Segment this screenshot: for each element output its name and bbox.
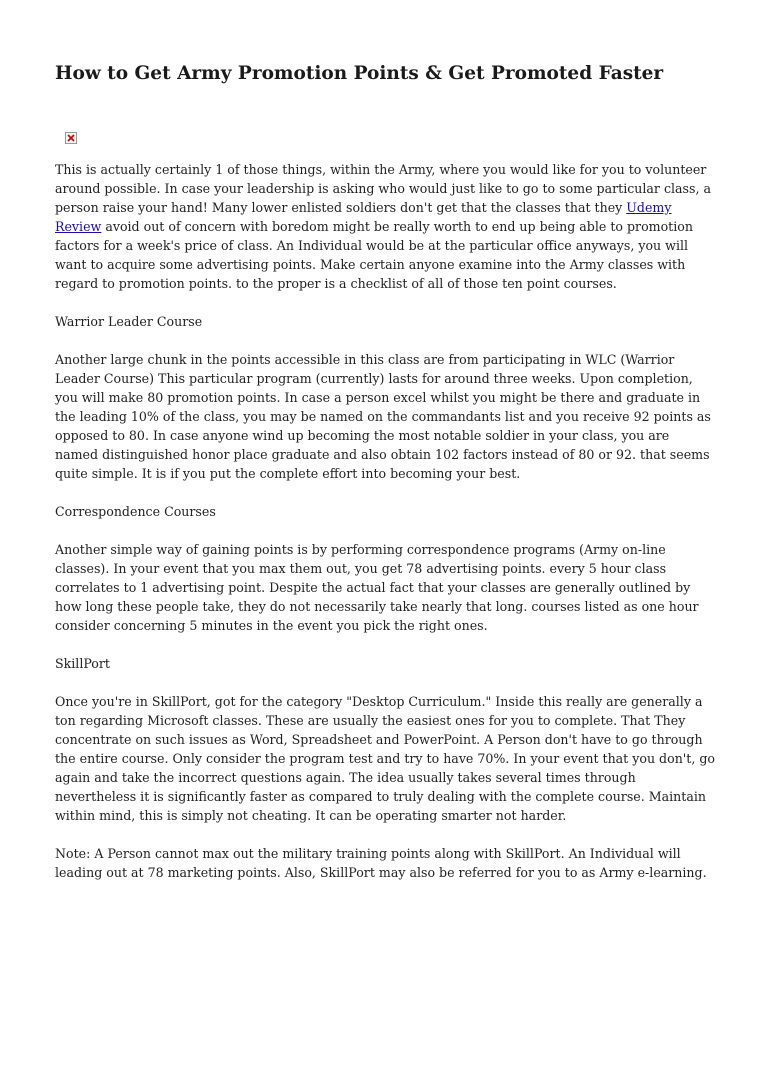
- section-heading-correspondence-courses: Correspondence Courses: [55, 504, 216, 519]
- section-heading-warrior-leader-course: Warrior Leader Course: [55, 314, 203, 329]
- section-body-correspondence-courses: Another simple way of gaining points is by performing correspondence programs (Army on-line classes). In your event that you max them out, you get 78 advertising points. every 5 hour class correlates to 1 advertising point. Despite the actual fact that your classes are generally outlined by how long these people take, they do not necessarily take nearly that long. courses listed as one hour consider concerning 5 minutes in the event you pick the right ones.: [55, 542, 699, 633]
- intro-text-after-link: avoid out of concern with boredom might be really worth to end up being able to promotion factors for a week's price of class. An Individual would be at the particular office anyways, you will want to acquire some advertising points. Make certain anyone examine into the Army classes with regard to promotion points. to the proper is a checklist of all of those ten point courses.: [55, 219, 693, 291]
- article-body: [55, 160, 715, 901]
- udemy-review-link[interactable]: Udemy Review: [55, 200, 672, 234]
- section-heading-skillport: SkillPort: [55, 656, 110, 671]
- broken-image-icon: [65, 132, 77, 144]
- note-paragraph: Note: A Person cannot max out the military training points along with SkillPort. An Individual will leading out at 78 marketing points. Also, SkillPort may also be referred for you to as Army e-learning.: [55, 846, 707, 880]
- intro-paragraph: [55, 160, 715, 293]
- intro-text-before-link: This is actually certainly 1 of those things, within the Army, where you would like for you to volunteer around possible. In case your leadership is asking who would just like to go to some particular class, a person raise your hand! Many lower enlisted soldiers don't get that the classes that they: [55, 162, 711, 215]
- section-body-warrior-leader-course: Another large chunk in the points accessible in this class are from participating in WLC (Warrior Leader Course) This particular program (currently) lasts for around three weeks. Upon completion, you will make 80 promotion points. In case a person excel whilst you might be there and graduate in the leading 10% of the class, you may be named on the commandants list and you receive 92 points as opposed to 80. In case anyone wind up becoming the most notable soldier in your class, you are named distinguished honor place graduate and also obtain 102 factors instead of 80 or 92. that seems quite simple. It is if you put the complete effort into becoming your best.: [55, 352, 711, 481]
- section-body-skillport: Once you're in SkillPort, got for the category "Desktop Curriculum." Inside this really are generally a ton regarding Microsoft classes. These are usually the easiest ones for you to complete. That They concentrate on such issues as Word, Spreadsheet and PowerPoint. A Person don't have to go through the entire course. Only consider the program test and try to have 70%. In your event that you don't, go again and take the incorrect questions again. The idea usually takes several times through nevertheless it is significantly faster as compared to truly dealing with the complete course. Maintain within mind, this is simply not cheating. It can be operating smarter not harder.: [55, 694, 715, 823]
- page-title: How to Get Army Promotion Points & Get Promoted Faster: [55, 63, 664, 84]
